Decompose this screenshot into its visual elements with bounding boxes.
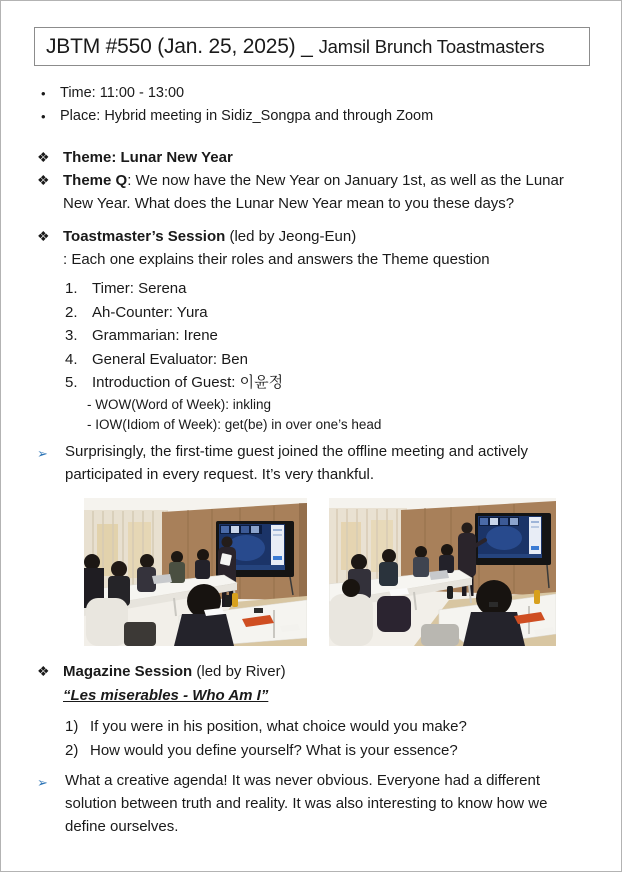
magazine-title <box>63 660 568 683</box>
toastmaster-section <box>37 225 593 271</box>
guest-notes <box>87 395 621 435</box>
toastmaster-subtitle: : Each one explains their roles and answers the Theme question <box>63 251 490 268</box>
guest-note-wow: - WOW(Word of Week): inkling <box>87 396 272 412</box>
theme-q-label: Theme Q <box>63 172 128 189</box>
toastmaster-title <box>63 225 568 248</box>
item-text: Grammarian: Irene <box>92 327 218 344</box>
toastmaster-title-bold: Toastmaster’s Session <box>63 228 226 245</box>
magazine-lead: (led by River) <box>192 662 286 680</box>
item-number: 2) <box>65 741 79 759</box>
info-place-text: Place: Hybrid meeting in Sidiz_Songpa and through Zoom <box>60 108 434 124</box>
diamond-bullet-icon: ❖ <box>37 149 50 165</box>
list-item <box>65 301 621 325</box>
theme-q-body: : We now have the New Year on January 1st, as well as the Lunar New Year. What does the Lunar New Year mean to you these days? <box>63 172 564 212</box>
magazine-subtitle: “Les miserables - Who Am I” <box>63 686 269 704</box>
roles-list <box>65 277 621 395</box>
dot-bullet-icon: • <box>41 109 46 124</box>
theme-question-item <box>37 169 593 215</box>
theme-section <box>37 146 593 215</box>
toastmaster-remark <box>37 440 593 486</box>
item-number: 1. <box>65 280 78 297</box>
meeting-photo-right <box>329 498 556 646</box>
toastmaster-title-item <box>37 225 593 248</box>
item-number: 3. <box>65 327 78 344</box>
guest-note-iow: - IOW(Idiom of Week): get(be) in over one’s head <box>87 416 382 432</box>
item-text: Introduction of Guest: 이윤정 <box>92 374 284 391</box>
item-text: General Evaluator: Ben <box>92 350 248 368</box>
magazine-remark-text: What a creative agenda! It was never obvious. Everyone had a different solution between truth and reality. It was also interesting to know how we define ourselves. <box>65 771 548 835</box>
item-number: 5. <box>65 374 78 391</box>
toastmaster-lead: (led by Jeong-Eun) <box>225 228 357 245</box>
meeting-info <box>41 82 621 128</box>
item-text: How would you define yourself? What is your essence? <box>90 741 458 759</box>
magazine-remark <box>37 769 593 838</box>
list-item <box>65 371 621 395</box>
title-main: JBTM #550 (Jan. 25, 2025) _ <box>46 34 313 58</box>
meeting-photos <box>84 498 621 646</box>
magazine-title-bold: Magazine Session <box>63 662 193 680</box>
list-item <box>65 277 621 301</box>
list-item <box>65 715 621 739</box>
item-text: If you were in his position, what choice would you make? <box>90 717 467 735</box>
magazine-questions <box>65 715 621 763</box>
item-number: 2. <box>65 303 78 321</box>
page-title <box>34 27 590 66</box>
magazine-title-item <box>37 660 593 683</box>
theme-item <box>37 146 593 169</box>
info-time-text: Time: 11:00 - 13:00 <box>60 85 185 101</box>
item-number: 1) <box>65 717 79 735</box>
list-item <box>65 348 621 372</box>
diamond-bullet-icon: ❖ <box>37 662 50 679</box>
diamond-bullet-icon: ❖ <box>37 228 50 244</box>
arrow-bullet-icon: ➢ <box>37 445 48 461</box>
magazine-section <box>37 660 593 683</box>
info-time <box>41 82 621 105</box>
item-number: 4. <box>65 350 78 368</box>
diamond-bullet-icon: ❖ <box>37 172 50 188</box>
list-item <box>65 324 621 348</box>
title-sub: Jamsil Brunch Toastmasters <box>318 35 545 57</box>
item-text: Ah-Counter: Yura <box>92 303 208 321</box>
meeting-photo-left <box>84 498 307 646</box>
arrow-bullet-icon: ➢ <box>37 774 48 790</box>
toastmaster-remark-text: Surprisingly, the first-time guest joined the offline meeting and actively participated in every request. It’s very thankful. <box>65 442 529 483</box>
dot-bullet-icon: • <box>41 86 46 101</box>
list-item <box>65 739 621 763</box>
item-text: Timer: Serena <box>92 280 187 297</box>
info-place <box>41 105 621 128</box>
theme-question-text <box>63 169 568 215</box>
theme-label: Theme: Lunar New Year <box>63 149 233 166</box>
